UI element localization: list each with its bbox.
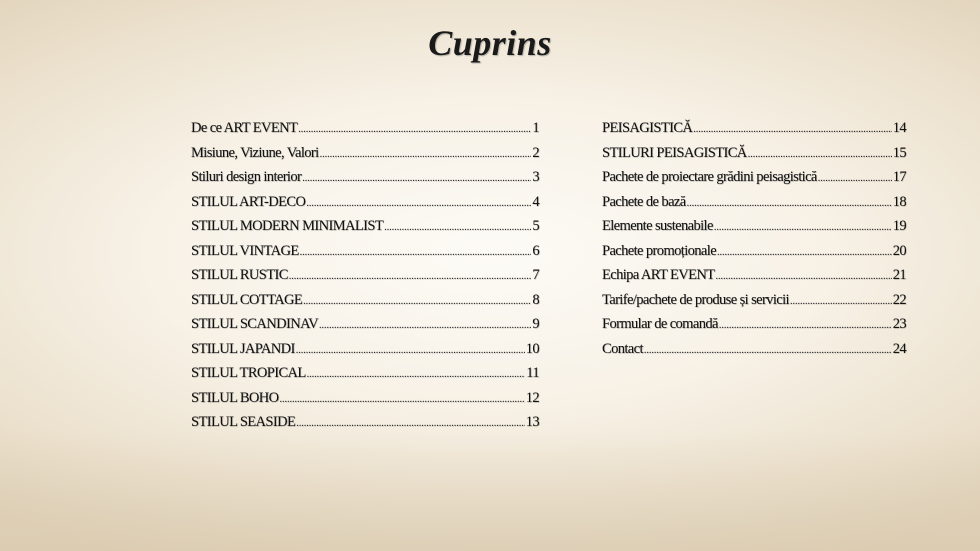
toc-entry-page: 14 xyxy=(892,120,906,136)
toc-entry-page: 1 xyxy=(532,120,539,136)
toc-right-column xyxy=(602,120,906,365)
toc-entry-page: 19 xyxy=(892,218,906,234)
toc-leader-dots xyxy=(306,198,531,209)
toc-leader-dots xyxy=(289,271,532,282)
toc-leader-dots xyxy=(693,124,891,135)
page-title: Cuprins xyxy=(428,23,552,63)
toc-entry-label: Pachete de proiectare grădini peisagistică xyxy=(602,169,817,185)
toc-entry[interactable] xyxy=(602,316,906,341)
toc-leader-dots xyxy=(719,320,892,331)
toc-entry-page: 10 xyxy=(525,340,539,357)
toc-entry-label: STILUL VINTAGE xyxy=(191,242,299,259)
toc-entry-page: 17 xyxy=(892,169,906,185)
toc-entry-page: 8 xyxy=(532,291,539,308)
toc-leader-dots xyxy=(384,222,531,233)
toc-entry-page: 21 xyxy=(892,267,906,283)
toc-left-column xyxy=(191,120,539,439)
toc-entry[interactable] xyxy=(191,292,539,317)
toc-entry-label: De ce ART EVENT xyxy=(191,120,298,136)
toc-leader-dots xyxy=(818,173,892,184)
toc-entry[interactable] xyxy=(602,243,906,268)
toc-entry-label: STILUL ART-DECO xyxy=(191,193,306,210)
toc-entry[interactable] xyxy=(191,267,539,292)
toc-entry[interactable] xyxy=(191,243,539,268)
toc-entry-label: Misiune, Viziune, Valori xyxy=(191,144,319,161)
toc-leader-dots xyxy=(280,394,525,405)
toc-entry[interactable] xyxy=(602,341,906,366)
toc-entry[interactable] xyxy=(602,194,906,219)
toc-leader-dots xyxy=(302,173,531,184)
toc-entry[interactable] xyxy=(191,341,539,366)
toc-entry-page: 5 xyxy=(532,218,539,234)
toc-leader-dots xyxy=(300,247,532,258)
toc-leader-dots xyxy=(296,418,524,429)
toc-leader-dots xyxy=(320,149,532,160)
toc-entry-label: STILUL MODERN MINIMALIST xyxy=(191,218,384,234)
toc-entry-label: STILUL JAPANDI xyxy=(191,340,295,357)
toc-entry-page: 20 xyxy=(892,242,906,259)
toc-entry-page: 18 xyxy=(892,193,906,210)
toc-entry[interactable] xyxy=(191,169,539,194)
toc-entry[interactable] xyxy=(191,390,539,415)
toc-entry-label: PEISAGISTICĂ xyxy=(602,120,693,136)
toc-leader-dots xyxy=(717,247,892,258)
toc-entry-page: 22 xyxy=(892,291,906,308)
background-floor xyxy=(0,431,980,551)
toc-entry-label: STILUL BOHO xyxy=(191,389,279,406)
toc-entry-page: 11 xyxy=(526,365,539,381)
toc-entry-label: STILUL SCANDINAV xyxy=(191,316,318,332)
toc-entry-label: Tarife/pachete de produse și servicii xyxy=(602,291,789,308)
toc-entry[interactable] xyxy=(191,145,539,170)
toc-entry-label: STILUL TROPICAL xyxy=(191,365,306,381)
toc-entry-label: Stiluri design interior xyxy=(191,169,302,185)
toc-entry[interactable] xyxy=(191,365,539,390)
toc-entry[interactable] xyxy=(191,218,539,243)
toc-entry-label: STILURI PEISAGISTICĂ xyxy=(602,144,747,161)
toc-entry-label: Contact xyxy=(602,340,643,357)
toc-entry-page: 23 xyxy=(892,316,906,332)
toc-entry[interactable] xyxy=(602,218,906,243)
toc-leader-dots xyxy=(714,222,892,233)
toc-entry-page: 13 xyxy=(525,414,539,430)
toc-leader-dots xyxy=(296,345,525,356)
toc-entry-label: Pachete promoționale xyxy=(602,242,717,259)
toc-entry-label: STILUL RUSTIC xyxy=(191,267,288,283)
toc-entry-label: Elemente sustenabile xyxy=(602,218,713,234)
toc-leader-dots xyxy=(298,124,531,135)
toc-entry[interactable] xyxy=(191,120,539,145)
toc-leader-dots xyxy=(790,296,892,307)
toc-leader-dots xyxy=(319,320,531,331)
toc-entry-label: Formular de comandă xyxy=(602,316,718,332)
toc-entry[interactable] xyxy=(602,169,906,194)
toc-entry[interactable] xyxy=(602,145,906,170)
toc-entry-label: Pachete de bază xyxy=(602,193,686,210)
toc-entry[interactable] xyxy=(602,267,906,292)
toc-entry[interactable] xyxy=(191,194,539,219)
toc-leader-dots xyxy=(303,296,531,307)
toc-entry[interactable] xyxy=(191,316,539,341)
toc-leader-dots xyxy=(307,369,526,380)
toc-entry[interactable] xyxy=(191,414,539,439)
toc-entry-label: STILUL COTTAGE xyxy=(191,291,303,308)
toc-entry-page: 4 xyxy=(532,193,539,210)
toc-entry-label: Echipa ART EVENT xyxy=(602,267,715,283)
toc-entry-page: 9 xyxy=(532,316,539,332)
toc-entry-label: STILUL SEASIDE xyxy=(191,414,296,430)
toc-entry-page: 6 xyxy=(532,242,539,259)
toc-entry-page: 7 xyxy=(532,267,539,283)
toc-entry[interactable] xyxy=(602,292,906,317)
toc-entry[interactable] xyxy=(602,120,906,145)
toc-entry-page: 3 xyxy=(532,169,539,185)
toc-entry-page: 12 xyxy=(525,389,539,406)
toc-entry-page: 15 xyxy=(892,144,906,161)
toc-leader-dots xyxy=(687,198,892,209)
toc-leader-dots xyxy=(644,345,892,356)
toc-entry-page: 2 xyxy=(532,144,539,161)
toc-leader-dots xyxy=(748,149,892,160)
toc-leader-dots xyxy=(716,271,892,282)
toc-entry-page: 24 xyxy=(892,340,906,357)
